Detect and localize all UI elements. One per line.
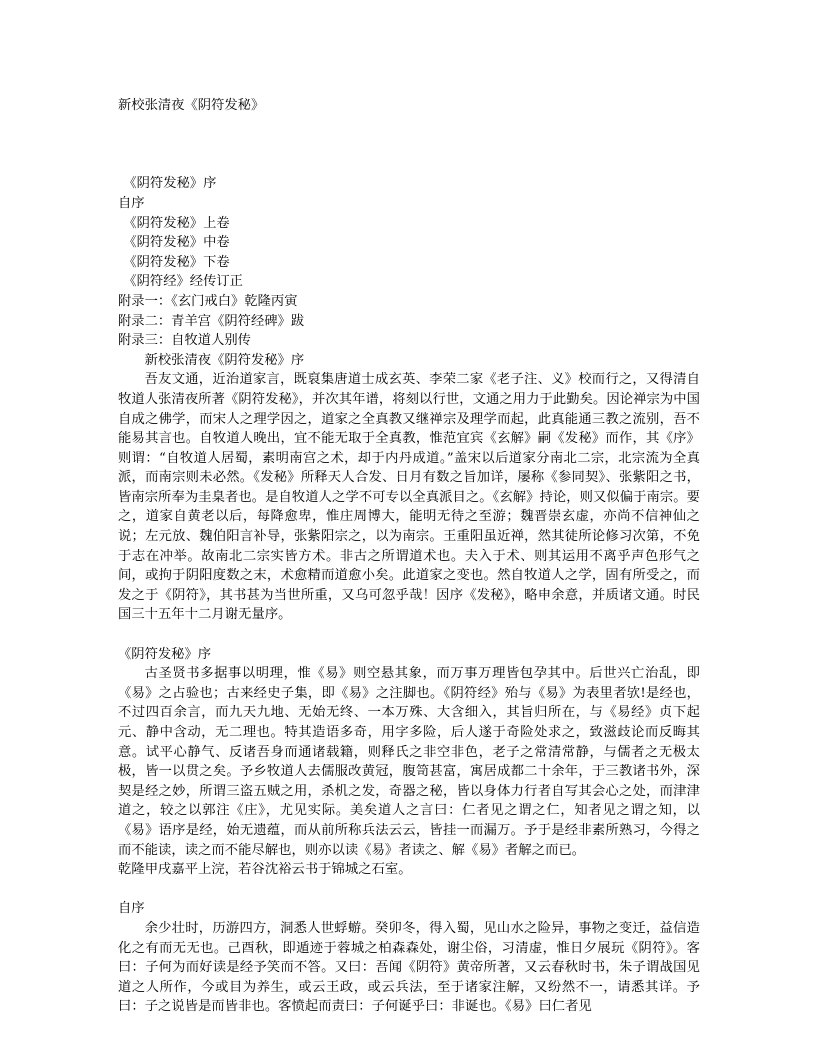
spacer xyxy=(118,116,700,136)
toc-item[interactable]: 附录一：《玄门戒白》乾隆丙寅 xyxy=(118,293,298,309)
section-heading: 《阴符发秘》序 xyxy=(118,646,212,662)
section-paragraph: 吾友文通，近治道家言，既裒集唐道士成玄英、李荣二家《老子注、义》校而行之，又得清自牧道人张清夜所著《阴符发秘》，并次其年谱，将刻以行世，文通之用力于此勤矣。因论禅宗为中国自成之佛学，而宋人之理学因之，道家之全真教又继禅宗及理学而起，此真能通三教之流别，吾不能易其言也。自牧道人晚出，宜不能无取于全真教，惟范宜宾《玄解》嗣《发秘》而作，其《序》则谓：“自牧道人居蜀，素明南宫之术，却于内丹成道。”盖宋以后道家分南北二宗，北宗流为全真派，而南宗则未必然。《发秘》所释天人合发、日月有数之旨加详，屡称《参同契》、张紫阳之书，皆南宗所奉为圭臬者也。是自牧道人之学不可专以全真派目之。《玄解》持论，则又似偏于南宗。要之，道家自黄老以后，每降愈卑，惟庄周博大，能明无待之至游；魏晋崇玄虚，亦尚不信神仙之说；左元放、魏伯阳言补导，张紫阳宗之，以为南宗。王重阳虽近禅，然其徒所论修习次第，不免于志在冲举。故南北二宗实皆方术。非古之所谓道术也。夫入于术、则其运用不离乎声色形气之间，或拘于阴阳度数之末，术愈精而道愈小矣。此道家之变也。然自牧道人之学，固有所受之，而发之于《阴符》，其书甚为当世所重，又乌可忽乎哉！因序《发秘》，略申余意，并质诸文通。时民国三十五年十二月谢无量序。 xyxy=(118,372,700,623)
toc-item[interactable]: 《阴符发秘》上卷 xyxy=(123,215,230,231)
section-paragraph: 古圣贤书多据事以明理，惟《易》则空悬其象，而万事万理皆包孕其中。后世兴亡治乱，即《易》之占验也；古来经史子集，即《易》之注脚也。《阴符经》殆与《易》为表里者欤!是经也，不过四百余言，而九天九地、无始无终、一本万殊、大含细入，其旨归所在，与《易经》贞下起元、静中含动，无二理也。特其造语多奇，用字多险，后人遂于奇险处求之，致滋歧论而反晦其意。试平心静气、反诸吾身而通诸载籍，则释氏之非空非色，老子之常清常静，与儒者之无极太极，皆一以贯之矣。予乡牧道人去儒服改黄冠，腹笥甚富，寓居成都二十余年，于三教诸书外，深契是经之妙，所谓三盗五贼之用，杀机之发，奇器之秘，皆以身体力行者自写其会心之处，而津津道之，较之以郭注《庄》，尤见实际。美矣道人之言曰：仁者见之谓之仁，知者见之谓之知，以《易》语序是经，始无遗蕴，而从前所称兵法云云，皆挂一而漏万。予于是经非素所熟习，今得之而不能读，读之而不能尽解也，则亦以读《易》者读之、解《易》者解之而已。 xyxy=(118,666,700,858)
spacer xyxy=(118,625,700,645)
spacer xyxy=(118,880,700,900)
toc-item[interactable]: 自序 xyxy=(118,195,145,211)
toc-item[interactable]: 《阴符经》经传订正 xyxy=(123,274,243,290)
toc-item[interactable]: 附录二：青羊宫《阴符经碑》跋 xyxy=(118,313,305,329)
toc-item[interactable]: 《阴符发秘》序 xyxy=(123,176,217,192)
section-paragraph: 余少壮时，历游四方，洞悉人世蜉蝣。癸卯冬，得入蜀，见山水之险异，事物之变迁，益信造化之有而无无也。己酉秋，即遁迹于蓉城之柏森森处，谢尘俗，习清虚，惟日夕展玩《阴符》。客曰：子何为而好读是经予笑而不答。又曰：吾闻《阴符》黄帝所著，又云春秋时书，朱子谓战国见道之人所作，今或目为养生，或云王政，或云兵法，至于诸家注解，又纷然不一，请悉其详。予曰：子之说皆是而皆非也。客愤起而责曰：子何诞乎曰：非诞也。《易》曰仁者见 xyxy=(118,920,700,1015)
toc-item[interactable]: 附录三：自牧道人别传 xyxy=(118,333,251,349)
section-heading: 新校张清夜《阴符发秘》序 xyxy=(144,352,305,368)
toc-item[interactable]: 《阴符发秘》下卷 xyxy=(123,254,230,270)
section-yinfu-faimi-xu xyxy=(118,645,700,880)
section-paragraph: 乾隆甲戌嘉平上浣，若谷沈裕云书于锦城之石室。 xyxy=(118,862,412,878)
document-content xyxy=(118,96,700,1017)
toc-item[interactable]: 《阴符发秘》中卷 xyxy=(123,235,230,251)
table-of-contents xyxy=(118,174,700,350)
section-heading: 自序 xyxy=(118,901,145,917)
section-zixu xyxy=(118,899,700,1017)
document-title: 新校张清夜《阴符发秘》 xyxy=(118,98,265,113)
section-xinjiao-xu xyxy=(118,351,700,625)
spacer xyxy=(118,155,700,175)
spacer xyxy=(118,135,700,155)
